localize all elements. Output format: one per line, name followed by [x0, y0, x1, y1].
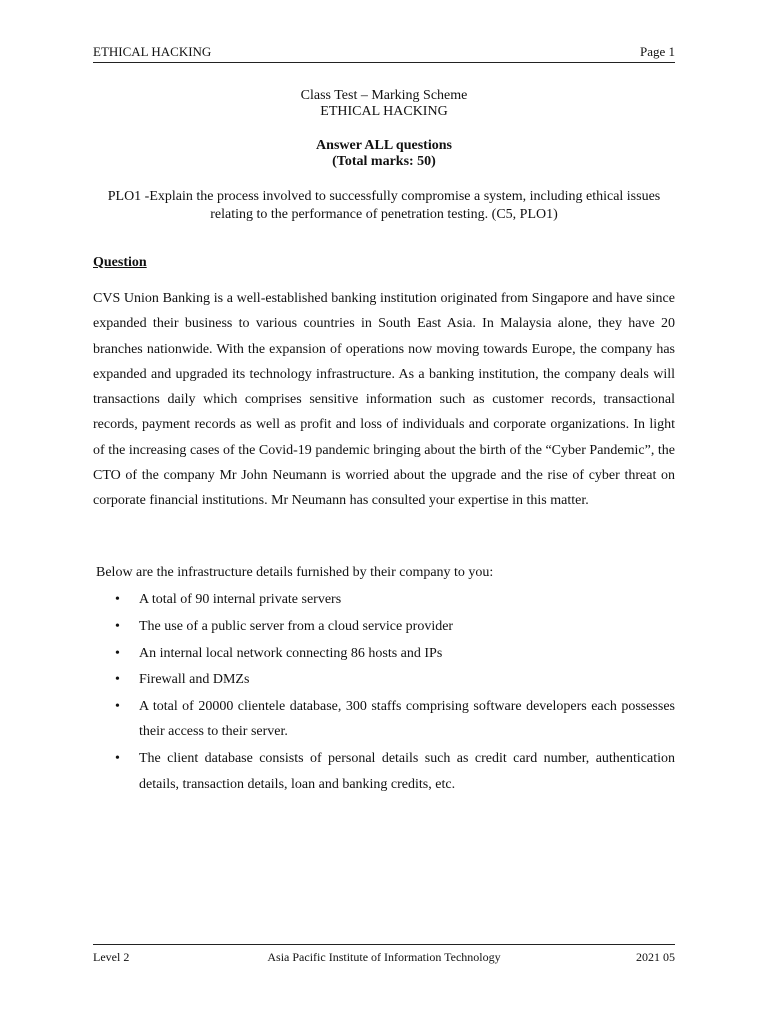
instructions-block — [93, 138, 675, 170]
list-item-text: A total of 90 internal private servers — [139, 592, 342, 607]
footer-level: Level 2 — [93, 950, 130, 964]
list-item-text: An internal local network connecting 86 hosts and IPs — [139, 645, 443, 661]
list-item — [93, 641, 675, 666]
header-page-number: Page 1 — [639, 44, 675, 59]
bullet-icon: • — [115, 618, 120, 634]
question-paragraph: CVS Union Banking is a well-established banking institution originated from Singapore and have since expanded their business to various countries in South East Asia. In Malaysia alone, they have 20 branches nationwide. With the expansion of operations now moving towards Europe, the company has expanded and upgraded its technology infrastructure. As a banking institution, the company deals will transactions daily which comprises sensitive information such as customer records, transactional records, payment records as well as profit and loss of individuals and corporate organizations. In light of the increasing cases of the Covid-19 pandemic bringing about the birth of the “Cyber Pandemic”, the CTO of the company Mr John Neumann is worried about the upgrade and the rise of cyber threat on corporate financial institutions. Mr Neumann has consulted your expertise in this matter. — [93, 291, 675, 509]
page-header — [93, 44, 675, 63]
list-item — [93, 667, 675, 692]
document-subject: ETHICAL HACKING — [320, 104, 448, 119]
bullet-icon: • — [115, 672, 120, 688]
page-footer — [93, 944, 675, 967]
title-block — [93, 88, 675, 120]
header-course-title: ETHICAL HACKING — [93, 44, 212, 59]
list-item — [93, 614, 675, 639]
list-item — [93, 694, 675, 745]
footer-date: 2021 05 — [636, 950, 675, 964]
bullet-icon: • — [115, 751, 120, 767]
instructions-text: Answer ALL questions — [316, 138, 452, 153]
infrastructure-list — [93, 587, 675, 798]
list-item — [93, 587, 675, 612]
list-item-text: Firewall and DMZs — [139, 672, 250, 688]
question-heading: Question — [93, 255, 147, 270]
plo-statement: PLO1 -Explain the process involved to successfully compromise a system, including ethical issues relating to the performance of penetration testing. (C5, PLO1) — [107, 189, 661, 222]
list-item — [93, 746, 675, 797]
total-marks: (Total marks: 50) — [332, 154, 436, 169]
bullet-icon: • — [115, 645, 120, 661]
infrastructure-intro: Below are the infrastructure details furnished by their company to you: — [96, 565, 494, 580]
bullet-icon: • — [115, 592, 120, 607]
list-item-text: The client database consists of personal details such as credit card number, authentication details, transaction details, loan and banking credits, etc. — [139, 751, 675, 792]
bullet-icon: • — [115, 699, 120, 715]
list-item-text: A total of 20000 clientele database, 300 staffs comprising software developers each possesses their access to their server. — [139, 699, 675, 740]
document-title: Class Test – Marking Scheme — [300, 88, 468, 103]
footer-institution: Asia Pacific Institute of Information Technology — [267, 950, 501, 964]
list-item-text: The use of a public server from a cloud service provider — [139, 618, 454, 634]
